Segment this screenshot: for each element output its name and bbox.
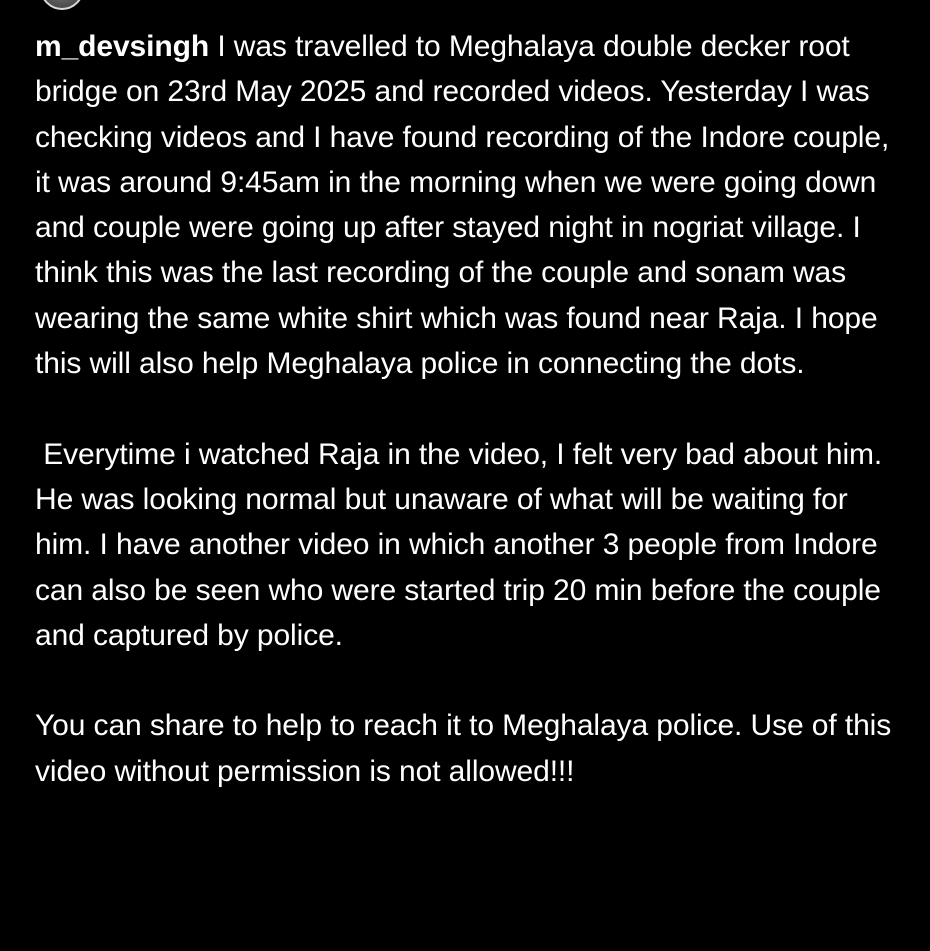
caption-paragraph-2: Everytime i watched Raja in the video, I felt very bad about him. He was looking normal but unaware of what will be waiting for him. I have another video in which another 3 people from Indore can also be seen who were started trip 20 min before the couple and captured by police. xyxy=(35,437,891,652)
caption-paragraph-3: You can share to help to reach it to Meghalaya police. Use of this video without permission is not allowed!!! xyxy=(35,709,900,788)
caption-text-1: I was travelled to Meghalaya double decker root bridge on 23rd May 2025 and recorded videos. Yesterday I was checking videos and I have found recording of the Indore couple, it was around 9:45am in the morning when we were going down and couple were going up after stayed night in nogriat village. I think this was the last recording of the couple and sonam was wearing the same white shirt which was found near Raja. I hope this will also help Meghalaya police in connecting the dots. xyxy=(35,30,898,381)
username-link[interactable]: m_devsingh xyxy=(35,30,210,63)
post-caption xyxy=(35,24,905,794)
caption-paragraph-1 xyxy=(35,24,905,386)
post-header-cropped xyxy=(0,0,930,12)
avatar[interactable] xyxy=(40,0,84,10)
